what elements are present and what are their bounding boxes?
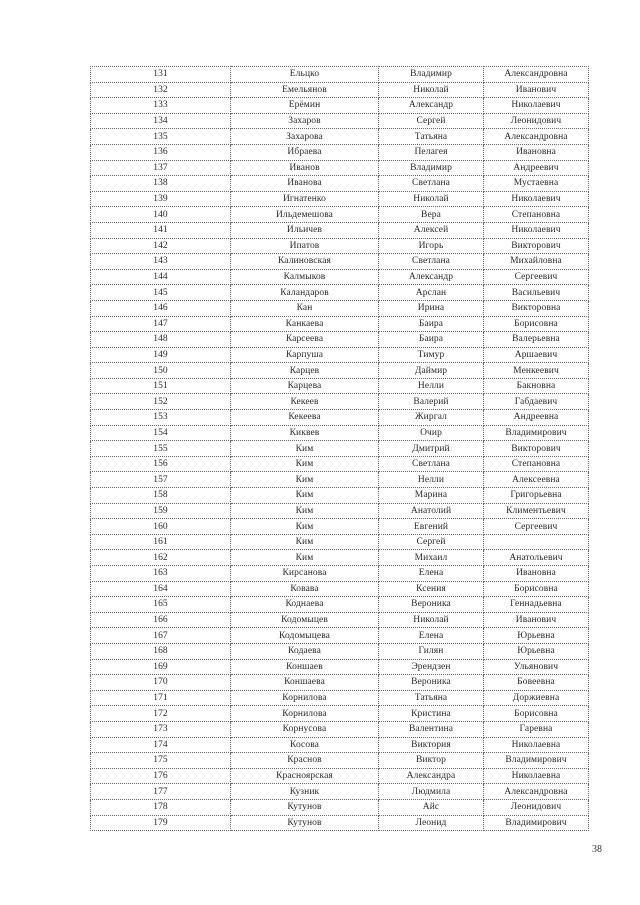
table-row xyxy=(91,269,589,285)
last-name-cell: Ерёмин xyxy=(231,98,379,114)
first-name-cell: Александр xyxy=(379,269,484,285)
patronymic-cell: Габдаевич xyxy=(484,394,589,410)
first-name-cell: Николай xyxy=(379,82,484,98)
patronymic-cell: Владимирович xyxy=(484,425,589,441)
row-number-cell: 159 xyxy=(91,503,231,519)
last-name-cell: Ильичев xyxy=(231,222,379,238)
row-number-cell: 153 xyxy=(91,410,231,426)
patronymic-cell: Николаевич xyxy=(484,191,589,207)
row-number-cell: 168 xyxy=(91,643,231,659)
patronymic-cell: Иванович xyxy=(484,82,589,98)
last-name-cell: Коншаев xyxy=(231,659,379,675)
table-row xyxy=(91,238,589,254)
patronymic-cell: Аршаевич xyxy=(484,347,589,363)
first-name-cell: Сергей xyxy=(379,113,484,129)
first-name-cell: Владимир xyxy=(379,160,484,176)
patronymic-cell: Иванович xyxy=(484,612,589,628)
first-name-cell: Людмила xyxy=(379,784,484,800)
first-name-cell: Тимур xyxy=(379,347,484,363)
first-name-cell: Ирина xyxy=(379,300,484,316)
row-number-cell: 155 xyxy=(91,441,231,457)
row-number-cell: 161 xyxy=(91,534,231,550)
patronymic-cell: Викторович xyxy=(484,441,589,457)
row-number-cell: 158 xyxy=(91,488,231,504)
row-number-cell: 145 xyxy=(91,285,231,301)
last-name-cell: Ким xyxy=(231,503,379,519)
table-row xyxy=(91,503,589,519)
row-number-cell: 133 xyxy=(91,98,231,114)
row-number-cell: 134 xyxy=(91,113,231,129)
table-row xyxy=(91,98,589,114)
first-name-cell: Сергей xyxy=(379,534,484,550)
row-number-cell: 172 xyxy=(91,706,231,722)
patronymic-cell: Борисовна xyxy=(484,316,589,332)
table-row xyxy=(91,410,589,426)
last-name-cell: Ким xyxy=(231,550,379,566)
last-name-cell: Иванов xyxy=(231,160,379,176)
patronymic-cell xyxy=(484,534,589,550)
last-name-cell: Кузник xyxy=(231,784,379,800)
last-name-cell: Кодомыцева xyxy=(231,628,379,644)
last-name-cell: Калиновская xyxy=(231,254,379,270)
patronymic-cell: Владимирович xyxy=(484,815,589,831)
patronymic-cell: Николаевич xyxy=(484,222,589,238)
row-number-cell: 147 xyxy=(91,316,231,332)
table-row xyxy=(91,347,589,363)
first-name-cell: Евгений xyxy=(379,519,484,535)
first-name-cell: Александра xyxy=(379,768,484,784)
first-name-cell: Елена xyxy=(379,566,484,582)
table-row xyxy=(91,363,589,379)
table-row xyxy=(91,207,589,223)
first-name-cell: Леонид xyxy=(379,815,484,831)
patronymic-cell: Степановна xyxy=(484,456,589,472)
first-name-cell: Нелли xyxy=(379,378,484,394)
last-name-cell: Ким xyxy=(231,456,379,472)
table-row xyxy=(91,534,589,550)
row-number-cell: 152 xyxy=(91,394,231,410)
table-row xyxy=(91,488,589,504)
first-name-cell: Светлана xyxy=(379,456,484,472)
last-name-cell: Ким xyxy=(231,519,379,535)
patronymic-cell: Валерьевна xyxy=(484,332,589,348)
patronymic-cell: Ивановна xyxy=(484,144,589,160)
first-name-cell: Михаил xyxy=(379,550,484,566)
last-name-cell: Кодаева xyxy=(231,643,379,659)
row-number-cell: 143 xyxy=(91,254,231,270)
table-row xyxy=(91,737,589,753)
last-name-cell: Корнилова xyxy=(231,690,379,706)
table-row xyxy=(91,519,589,535)
first-name-cell: Николай xyxy=(379,612,484,628)
patronymic-cell: Михайловна xyxy=(484,254,589,270)
last-name-cell: Ким xyxy=(231,488,379,504)
last-name-cell: Корнусова xyxy=(231,721,379,737)
patronymic-cell: Климентьевич xyxy=(484,503,589,519)
first-name-cell: Вероника xyxy=(379,597,484,613)
first-name-cell: Татьяна xyxy=(379,129,484,145)
row-number-cell: 140 xyxy=(91,207,231,223)
first-name-cell: Даймир xyxy=(379,363,484,379)
patronymic-cell: Николаевна xyxy=(484,737,589,753)
table-row xyxy=(91,550,589,566)
first-name-cell: Ксения xyxy=(379,581,484,597)
last-name-cell: Кутунов xyxy=(231,799,379,815)
patronymic-cell: Степановна xyxy=(484,207,589,223)
first-name-cell: Елена xyxy=(379,628,484,644)
row-number-cell: 160 xyxy=(91,519,231,535)
patronymic-cell: Николаевич xyxy=(484,98,589,114)
first-name-cell: Жиргал xyxy=(379,410,484,426)
table-row xyxy=(91,191,589,207)
last-name-cell: Ким xyxy=(231,441,379,457)
last-name-cell: Захаров xyxy=(231,113,379,129)
table-row xyxy=(91,378,589,394)
table-row xyxy=(91,456,589,472)
row-number-cell: 173 xyxy=(91,721,231,737)
row-number-cell: 149 xyxy=(91,347,231,363)
table-row xyxy=(91,160,589,176)
patronymic-cell: Геннадьевна xyxy=(484,597,589,613)
row-number-cell: 177 xyxy=(91,784,231,800)
patronymic-cell: Сергеевич xyxy=(484,519,589,535)
table-row xyxy=(91,768,589,784)
patronymic-cell: Сергеевич xyxy=(484,269,589,285)
row-number-cell: 146 xyxy=(91,300,231,316)
table-row xyxy=(91,129,589,145)
last-name-cell: Канкаева xyxy=(231,316,379,332)
table-row xyxy=(91,799,589,815)
row-number-cell: 166 xyxy=(91,612,231,628)
table-row xyxy=(91,316,589,332)
first-name-cell: Пелагея xyxy=(379,144,484,160)
last-name-cell: Карсеева xyxy=(231,332,379,348)
table-row xyxy=(91,254,589,270)
last-name-cell: Емельянов xyxy=(231,82,379,98)
patronymic-cell: Леонидович xyxy=(484,113,589,129)
patronymic-cell: Доржиевна xyxy=(484,690,589,706)
last-name-cell: Калмыков xyxy=(231,269,379,285)
patronymic-cell: Леонидович xyxy=(484,799,589,815)
row-number-cell: 141 xyxy=(91,222,231,238)
table-row xyxy=(91,176,589,192)
first-name-cell: Вероника xyxy=(379,675,484,691)
first-name-cell: Татьяна xyxy=(379,690,484,706)
table-row xyxy=(91,82,589,98)
last-name-cell: Ким xyxy=(231,534,379,550)
row-number-cell: 139 xyxy=(91,191,231,207)
table-row xyxy=(91,706,589,722)
patronymic-cell: Андреевич xyxy=(484,160,589,176)
row-number-cell: 175 xyxy=(91,753,231,769)
first-name-cell: Светлана xyxy=(379,254,484,270)
row-number-cell: 174 xyxy=(91,737,231,753)
patronymic-cell: Григорьевна xyxy=(484,488,589,504)
last-name-cell: Ковава xyxy=(231,581,379,597)
last-name-cell: Кекеева xyxy=(231,410,379,426)
first-name-cell: Нелли xyxy=(379,472,484,488)
patronymic-cell: Алексеевна xyxy=(484,472,589,488)
patronymic-cell: Юрьевна xyxy=(484,643,589,659)
row-number-cell: 150 xyxy=(91,363,231,379)
table-row xyxy=(91,67,589,83)
row-number-cell: 132 xyxy=(91,82,231,98)
first-name-cell: Марина xyxy=(379,488,484,504)
first-name-cell: Дмитрий xyxy=(379,441,484,457)
table-row xyxy=(91,581,589,597)
table-row xyxy=(91,659,589,675)
patronymic-cell: Викторович xyxy=(484,238,589,254)
last-name-cell: Киквев xyxy=(231,425,379,441)
patronymic-cell: Александровна xyxy=(484,67,589,83)
row-number-cell: 169 xyxy=(91,659,231,675)
last-name-cell: Кан xyxy=(231,300,379,316)
row-number-cell: 142 xyxy=(91,238,231,254)
last-name-cell: Карцев xyxy=(231,363,379,379)
first-name-cell: Баира xyxy=(379,332,484,348)
table-row xyxy=(91,566,589,582)
table-row xyxy=(91,300,589,316)
patronymic-cell: Борисовна xyxy=(484,581,589,597)
last-name-cell: Косова xyxy=(231,737,379,753)
patronymic-cell: Александровна xyxy=(484,784,589,800)
row-number-cell: 131 xyxy=(91,67,231,83)
last-name-cell: Карпуша xyxy=(231,347,379,363)
first-name-cell: Светлана xyxy=(379,176,484,192)
row-number-cell: 162 xyxy=(91,550,231,566)
last-name-cell: Корнилова xyxy=(231,706,379,722)
row-number-cell: 163 xyxy=(91,566,231,582)
first-name-cell: Алексей xyxy=(379,222,484,238)
last-name-cell: Захарова xyxy=(231,129,379,145)
row-number-cell: 167 xyxy=(91,628,231,644)
last-name-cell: Коднаева xyxy=(231,597,379,613)
last-name-cell: Коншаева xyxy=(231,675,379,691)
table-row xyxy=(91,690,589,706)
table-row xyxy=(91,628,589,644)
row-number-cell: 144 xyxy=(91,269,231,285)
roster-sheet xyxy=(90,66,588,831)
first-name-cell: Николай xyxy=(379,191,484,207)
last-name-cell: Кирсанова xyxy=(231,566,379,582)
patronymic-cell: Бовеевна xyxy=(484,675,589,691)
last-name-cell: Каландаров xyxy=(231,285,379,301)
last-name-cell: Игнатенко xyxy=(231,191,379,207)
table-row xyxy=(91,113,589,129)
patronymic-cell: Ульянович xyxy=(484,659,589,675)
first-name-cell: Кристина xyxy=(379,706,484,722)
row-number-cell: 176 xyxy=(91,768,231,784)
row-number-cell: 164 xyxy=(91,581,231,597)
row-number-cell: 151 xyxy=(91,378,231,394)
patronymic-cell: Юрьевна xyxy=(484,628,589,644)
page-number: 38 xyxy=(592,844,602,855)
first-name-cell: Игорь xyxy=(379,238,484,254)
row-number-cell: 137 xyxy=(91,160,231,176)
patronymic-cell: Мустаевна xyxy=(484,176,589,192)
patronymic-cell: Менкеевич xyxy=(484,363,589,379)
row-number-cell: 154 xyxy=(91,425,231,441)
patronymic-cell: Ивановна xyxy=(484,566,589,582)
patronymic-cell: Николаевна xyxy=(484,768,589,784)
first-name-cell: Виктория xyxy=(379,737,484,753)
last-name-cell: Ельцко xyxy=(231,67,379,83)
patronymic-cell: Борисовна xyxy=(484,706,589,722)
patronymic-cell: Васильевич xyxy=(484,285,589,301)
first-name-cell: Арслан xyxy=(379,285,484,301)
row-number-cell: 165 xyxy=(91,597,231,613)
patronymic-cell: Гаревна xyxy=(484,721,589,737)
row-number-cell: 135 xyxy=(91,129,231,145)
first-name-cell: Анатолий xyxy=(379,503,484,519)
row-number-cell: 148 xyxy=(91,332,231,348)
first-name-cell: Валентина xyxy=(379,721,484,737)
row-number-cell: 178 xyxy=(91,799,231,815)
table-row xyxy=(91,612,589,628)
table-row xyxy=(91,425,589,441)
table-row xyxy=(91,394,589,410)
table-row xyxy=(91,597,589,613)
first-name-cell: Очир xyxy=(379,425,484,441)
patronymic-cell: Бакновна xyxy=(484,378,589,394)
row-number-cell: 179 xyxy=(91,815,231,831)
row-number-cell: 136 xyxy=(91,144,231,160)
table-row xyxy=(91,441,589,457)
row-number-cell: 170 xyxy=(91,675,231,691)
first-name-cell: Валерий xyxy=(379,394,484,410)
last-name-cell: Ибраева xyxy=(231,144,379,160)
patronymic-cell: Александровна xyxy=(484,129,589,145)
table-row xyxy=(91,285,589,301)
roster-body xyxy=(91,67,589,831)
last-name-cell: Кодомыцев xyxy=(231,612,379,628)
first-name-cell: Баира xyxy=(379,316,484,332)
table-row xyxy=(91,675,589,691)
first-name-cell: Гилян xyxy=(379,643,484,659)
row-number-cell: 171 xyxy=(91,690,231,706)
first-name-cell: Айс xyxy=(379,799,484,815)
table-row xyxy=(91,643,589,659)
first-name-cell: Александр xyxy=(379,98,484,114)
patronymic-cell: Викторовна xyxy=(484,300,589,316)
last-name-cell: Иванова xyxy=(231,176,379,192)
table-row xyxy=(91,472,589,488)
table-row xyxy=(91,144,589,160)
table-row xyxy=(91,222,589,238)
table-row xyxy=(91,784,589,800)
table-row xyxy=(91,332,589,348)
table-row xyxy=(91,721,589,737)
table-row xyxy=(91,815,589,831)
last-name-cell: Кутунов xyxy=(231,815,379,831)
first-name-cell: Владимир xyxy=(379,67,484,83)
last-name-cell: Ипатов xyxy=(231,238,379,254)
last-name-cell: Карцева xyxy=(231,378,379,394)
row-number-cell: 156 xyxy=(91,456,231,472)
first-name-cell: Вера xyxy=(379,207,484,223)
patronymic-cell: Андреевна xyxy=(484,410,589,426)
first-name-cell: Эрендзен xyxy=(379,659,484,675)
row-number-cell: 138 xyxy=(91,176,231,192)
patronymic-cell: Владимирович xyxy=(484,753,589,769)
last-name-cell: Кекеев xyxy=(231,394,379,410)
roster-table xyxy=(90,66,589,831)
table-row xyxy=(91,753,589,769)
patronymic-cell: Анатольевич xyxy=(484,550,589,566)
row-number-cell: 157 xyxy=(91,472,231,488)
last-name-cell: Красноярская xyxy=(231,768,379,784)
last-name-cell: Краснов xyxy=(231,753,379,769)
first-name-cell: Виктор xyxy=(379,753,484,769)
last-name-cell: Ким xyxy=(231,472,379,488)
last-name-cell: Ильдемешова xyxy=(231,207,379,223)
